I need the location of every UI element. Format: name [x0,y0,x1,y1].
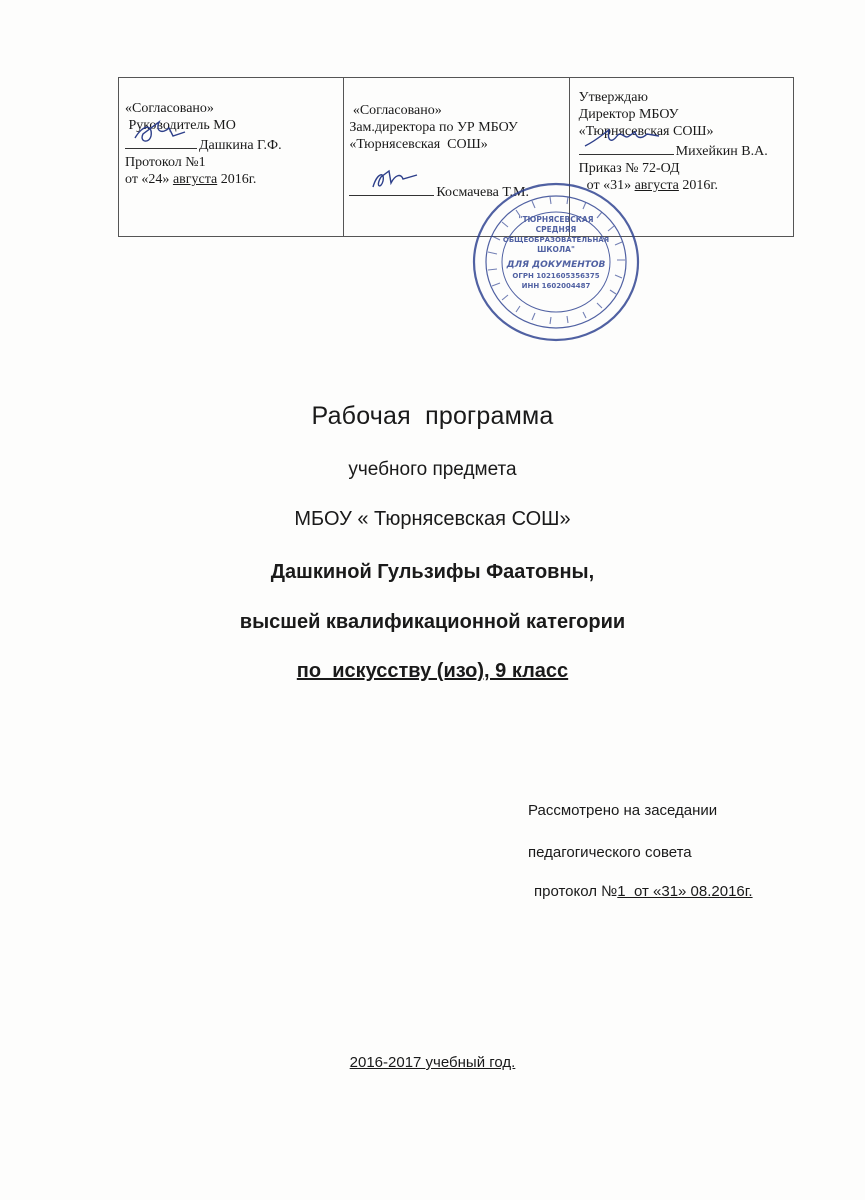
date-month: августа [172,172,218,187]
protocol-prefix: протокол № [534,883,618,900]
considered-line2: педагогического совета [528,844,692,861]
date-year: 2016г. [217,172,257,187]
deputy-director-title: Зам.директора по УР МБОУ [349,120,518,135]
head-of-mo-label: Руководитель МО [125,118,236,133]
protocol-detail: 1 от «31» 08.2016г. [617,883,753,900]
teacher-name: Дашкиной Гульзифы Фаатовны, [270,561,595,583]
considered-line3 [534,883,753,900]
signatory-name: Космачева Т.М. [436,185,529,200]
stamp-text-line5: ДЛЯ ДОКУМЕНТОВ [506,260,606,270]
stamp-text-line3: ОБЩЕОБРАЗОВАТЕЛЬНАЯ [502,236,610,244]
document-title: Рабочая программа [311,402,554,430]
approve-label: Утверждаю [578,90,648,105]
order-number: Приказ № 72-ОД [578,161,680,176]
academic-year [0,1054,865,1071]
stamp-text-line2: СРЕДНЯЯ [535,225,577,234]
considered-line1: Рассмотрено на заседании [528,802,718,819]
signature-kosmacheva [349,181,434,196]
agreed-label: «Согласовано» [125,101,214,116]
school-name: МБОУ « Тюрнясевская СОШ» [294,508,571,530]
date-prefix: от «24» [125,172,173,187]
approval-cell-methodical-association [119,78,343,236]
course-text: по искусству (изо), 9 класс [296,660,569,682]
signature-dashkina [125,134,197,149]
school-stamp [470,180,642,344]
director-title: Директор МБОУ [578,107,679,122]
signature-mikheykin [579,140,674,155]
academic-year-text: 2016-2017 учебный год. [349,1054,516,1071]
signatory-name: Дашкина Г.Ф. [199,138,282,153]
school-name-short: «Тюрнясевская СОШ» [349,137,488,152]
school-name-short: «Тюрнясевская СОШ» [578,124,714,139]
signatory-name: Михейкин В.А. [675,144,768,159]
course-line [0,660,865,683]
document-subject: учебного предмета [348,459,517,480]
stamp-text-line4: ШКОЛА" [537,245,575,254]
stamp-text-line7: ИНН 1602004487 [521,282,591,290]
qualification-category: высшей квалификационной категории [239,611,626,633]
protocol-number: Протокол №1 [125,155,206,170]
approval-table [118,77,794,237]
stamp-text-line1: "ТЮРНЯСЕВСКАЯ [518,215,594,224]
date-year: 2016г. [678,178,719,193]
date-month: августа [634,178,679,193]
stamp-text-line6: ОГРН 1021605356375 [512,272,600,280]
date-prefix: от «31» [586,178,635,193]
agreed-label: «Согласовано» [349,103,442,118]
